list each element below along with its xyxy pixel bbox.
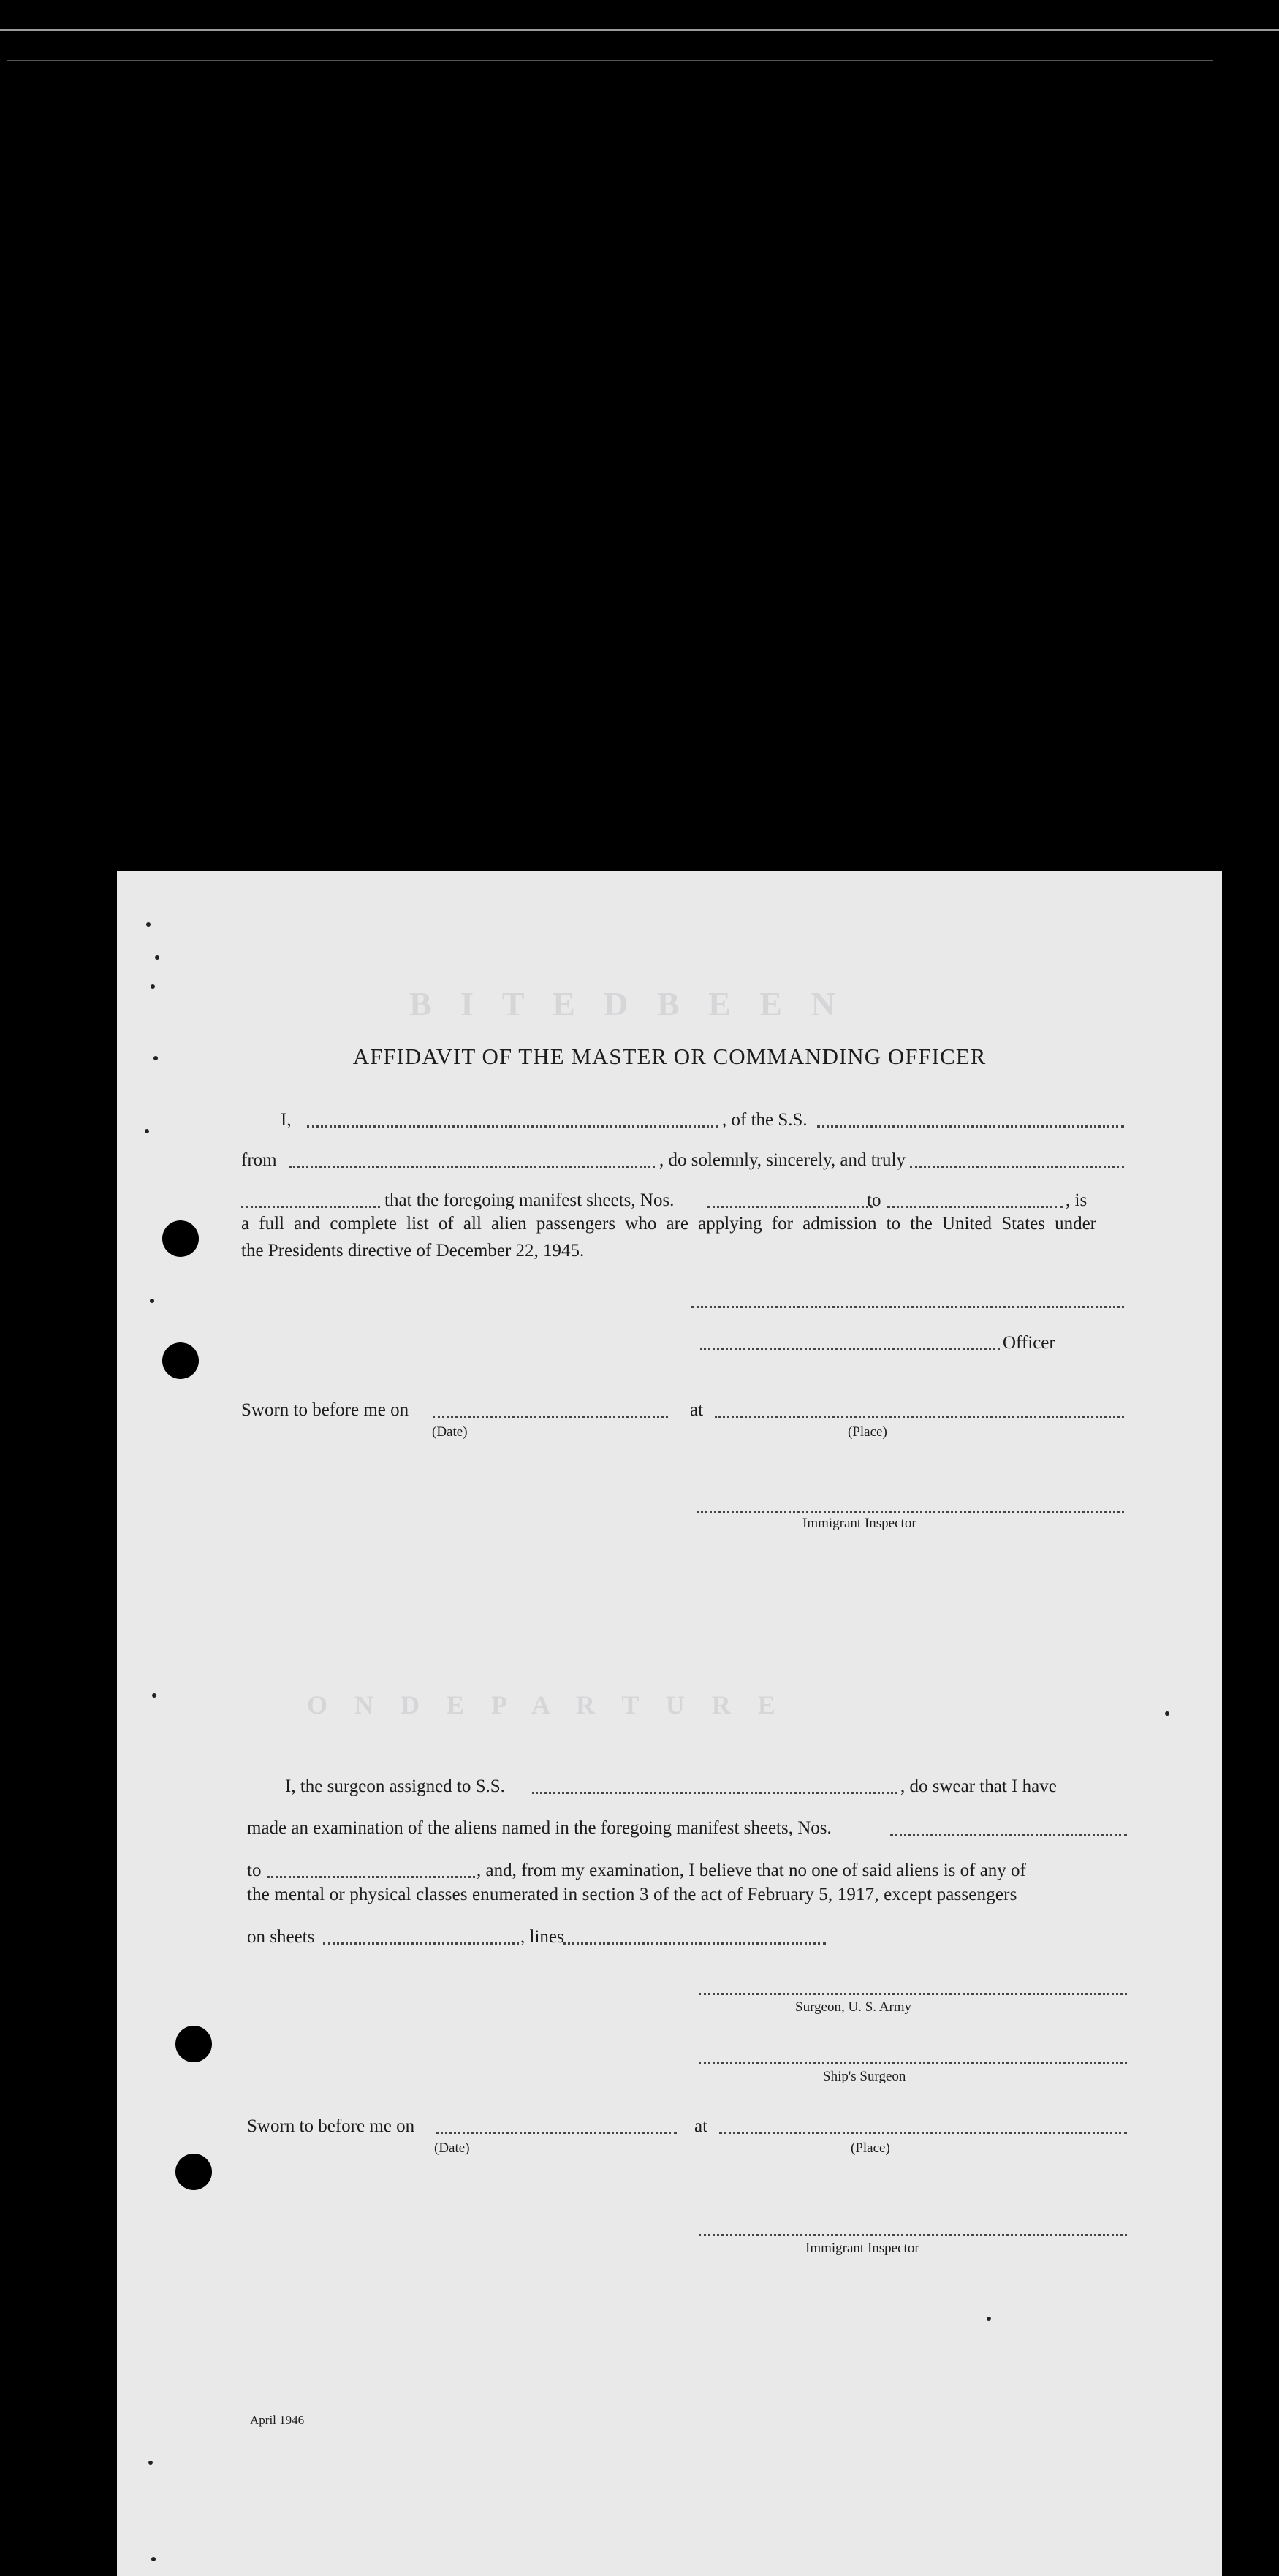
surgeon-sworn-date-field[interactable] [436,2132,677,2134]
punch-hole [175,2026,212,2062]
from-label: from [241,1150,277,1170]
master-date-caption: (Date) [432,1424,468,1440]
surgeon-inspector-signature-field[interactable] [699,2234,1127,2236]
oath-word-field[interactable] [910,1166,1124,1168]
bleed-through: O N D E P A R T U R E [307,1690,786,1720]
surgeon-sworn-label: Sworn to before me on [247,2116,415,2136]
officer-signature-field[interactable] [700,1348,1000,1350]
foregoing-text: that the foregoing manifest sheets, Nos. [384,1190,675,1210]
speck [145,1129,149,1133]
master-body-line-2: a full and complete list of all alien passengers who are applying for admission to the United States under [241,1214,1096,1234]
ship-name-field[interactable] [817,1125,1124,1128]
punch-hole [162,1220,199,1257]
army-surgeon-signature-field[interactable] [699,1993,1127,1995]
page-title: AFFIDAVIT OF THE MASTER OR COMMANDING OFFICER [352,1044,987,1069]
is-label: , is [1066,1190,1088,1210]
master-name-field[interactable] [307,1125,718,1128]
form-date: April 1946 [250,2413,305,2427]
sheet-from-field[interactable] [707,1206,873,1208]
surgeon-place-caption: (Place) [851,2140,890,2156]
speck [148,2461,153,2465]
officer-label: Officer [1003,1333,1055,1353]
surgeon-line-4: the mental or physical classes enumerated in section 3 of the act of February 5, 1917, except passengers [247,1885,1017,1904]
surgeon-at-label: at [694,2116,708,2136]
master-sworn-label: Sworn to before me on [241,1400,409,1420]
affidavit-sheet [117,871,1222,2576]
ships-surgeon-signature-field[interactable] [699,2062,1127,2064]
lines-label: , lines [520,1927,564,1947]
master-inspector-label: Immigrant Inspector [802,1516,916,1531]
speck [987,2317,991,2321]
solemnly-text: , do solemnly, sincerely, and truly [659,1150,906,1170]
scan-edge-line-2 [7,60,1213,61]
army-surgeon-label: Surgeon, U. S. Army [795,1999,912,2015]
i-label: I, [281,1110,292,1130]
surgeon-sworn-place-field[interactable] [719,2132,1127,2134]
master-signature-field[interactable] [691,1306,1124,1308]
master-body-line-3: the Presidents directive of December 22, 1945. [241,1241,585,1261]
master-sworn-place-field[interactable] [715,1416,1124,1418]
surgeon-inspector-label: Immigrant Inspector [805,2241,919,2256]
surgeon-to-label: to [247,1861,262,1880]
master-inspector-signature-field[interactable] [697,1511,1124,1513]
bleed-through: B I T E D B E E N [409,985,846,1022]
ships-surgeon-label: Ship's Surgeon [823,2069,906,2084]
speck [152,1693,156,1698]
scan-edge-line [0,29,1279,31]
surgeon-line-2: made an examination of the aliens named in the foregoing manifest sheets, Nos. [247,1818,832,1838]
surgeon-ship-field[interactable] [532,1792,897,1794]
speck [150,1299,154,1303]
punch-hole [175,2154,212,2190]
surgeon-line-3-end: , and, from my examination, I believe that no one of said aliens is of any of [477,1861,1026,1880]
on-sheets-field[interactable] [323,1942,519,1945]
surgeon-line-1-start: I, the surgeon assigned to S.S. [285,1777,505,1796]
speck [146,922,151,927]
of-ss-label: , of the S.S. [722,1110,808,1130]
surgeon-date-caption: (Date) [434,2140,470,2156]
sheet-to-field[interactable] [887,1206,1063,1208]
master-place-caption: (Place) [848,1424,887,1440]
punch-hole [162,1342,199,1379]
master-at-label: at [690,1400,704,1420]
from-port-field[interactable] [289,1166,655,1168]
speck [155,955,159,960]
speck [1165,1711,1169,1716]
to-label: to [867,1190,881,1210]
master-sworn-date-field[interactable] [433,1416,668,1418]
lines-field[interactable] [563,1942,826,1945]
on-sheets-label: on sheets [247,1927,315,1947]
speck [151,984,155,989]
oath-word-field-2[interactable] [241,1206,380,1208]
surgeon-sheet-to-field[interactable] [267,1876,475,1878]
surgeon-line-1-end: , do swear that I have [900,1777,1057,1796]
speck [151,2557,156,2561]
surgeon-sheet-from-field[interactable] [890,1834,1127,1836]
